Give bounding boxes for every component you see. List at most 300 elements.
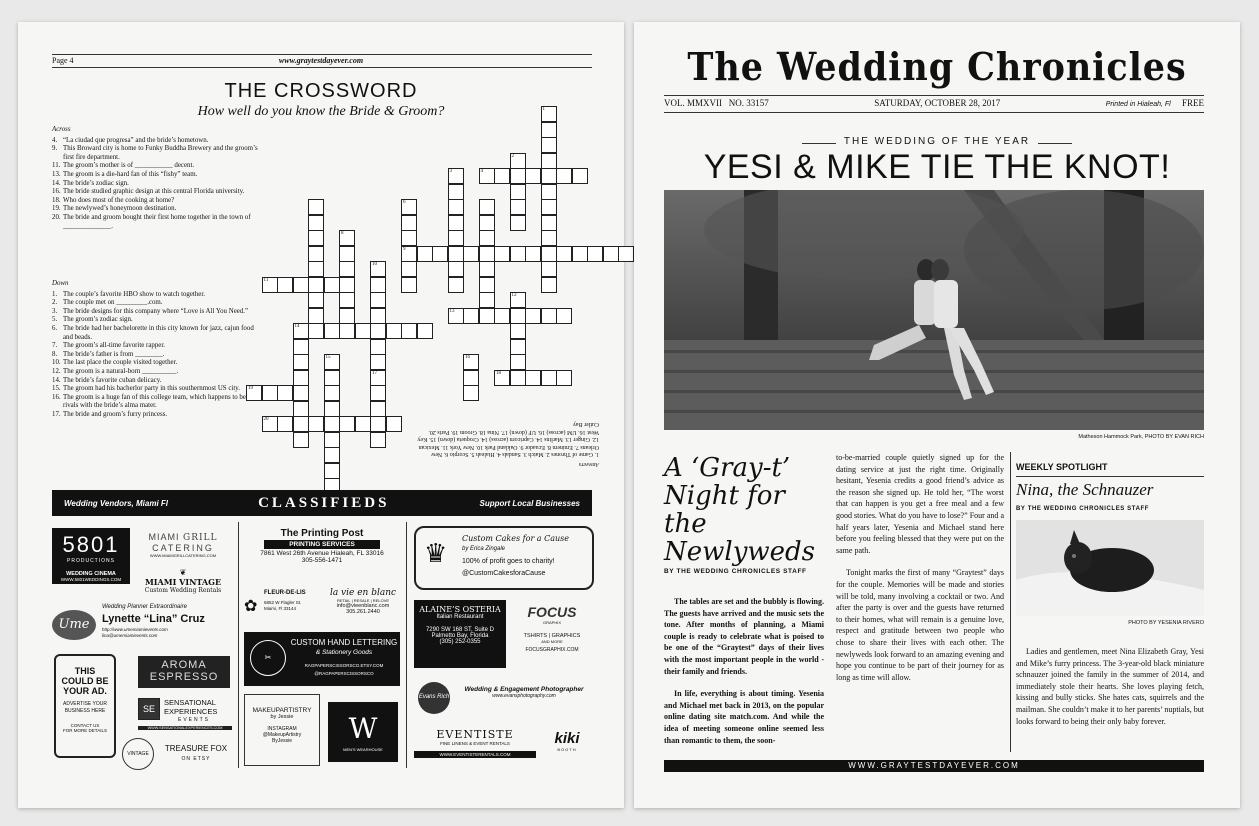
- crossword-cell[interactable]: [386, 323, 402, 339]
- crossword-cell[interactable]: [479, 199, 495, 215]
- issue-number: NO. 33157: [728, 98, 769, 108]
- crossword-cell[interactable]: [479, 230, 495, 246]
- crossword-cell[interactable]: [541, 215, 557, 231]
- edition-row: [664, 98, 1204, 108]
- crossword-cell[interactable]: [556, 308, 572, 324]
- kicker-rule-right: [1038, 143, 1072, 144]
- crossword-cell[interactable]: [479, 246, 495, 262]
- crossword-cell[interactable]: [448, 308, 464, 324]
- ad-ume-events[interactable]: [52, 604, 232, 648]
- crossword-cell[interactable]: [448, 184, 464, 200]
- crossword-cell[interactable]: [370, 416, 386, 432]
- crossword-cell[interactable]: [277, 385, 293, 401]
- site-url: www.graytestdayever.com: [278, 56, 364, 65]
- ad-eventiste[interactable]: [414, 726, 536, 766]
- crossword-cell[interactable]: [308, 261, 324, 277]
- ad-ao-line4: Palmetto Bay, Florida: [431, 633, 489, 639]
- crossword-cell[interactable]: [401, 199, 417, 215]
- clue-item: [52, 145, 262, 162]
- ad-tf-sub: ON ETSY: [181, 756, 211, 762]
- crossword-cell[interactable]: [324, 432, 340, 448]
- hero-photo: [664, 190, 1204, 430]
- crossword-cell[interactable]: [293, 339, 309, 355]
- crossword-cell[interactable]: [339, 308, 355, 324]
- ad-vb-title: la vie en blanc: [329, 588, 397, 598]
- crossword-cell[interactable]: [479, 261, 495, 277]
- crossword-cell[interactable]: [510, 153, 526, 169]
- photo-caption: Matheson Hammock Park, PHOTO BY EVAN RICH: [1078, 434, 1204, 440]
- crossword-cell[interactable]: [324, 447, 340, 463]
- clue-text: The groom is a die-hard fan of this “fishy” team.: [63, 170, 198, 178]
- crossword-cell[interactable]: [308, 246, 324, 262]
- cell-number: 18: [496, 370, 501, 376]
- crossword-cell[interactable]: [541, 308, 557, 324]
- crossword-cell[interactable]: [525, 246, 541, 262]
- spotlight-byline: BY THE WEDDING CHRONICLES STAFF: [1016, 506, 1150, 512]
- crossword-cell[interactable]: [370, 370, 386, 386]
- ad-ph-line6: FOR MORE DETAILS: [63, 728, 107, 733]
- clue-number: 13.: [52, 170, 61, 178]
- crossword-cell[interactable]: [494, 246, 510, 262]
- ad-ao-sub: Italian Restaurant: [436, 614, 484, 620]
- ad-vintage-seal: VINTAGE: [122, 738, 154, 770]
- clue-number: 18.: [52, 196, 61, 204]
- masthead-rule-bottom: [664, 112, 1204, 113]
- clue-text: The groom is a huge fan of this college team, which happens to be rivals with the bride’s alma mater.: [63, 393, 246, 410]
- clue-number: 5.: [52, 316, 58, 324]
- crossword-cell[interactable]: [417, 323, 433, 339]
- crossword-cell[interactable]: [572, 246, 588, 262]
- crossword-cell[interactable]: [463, 308, 479, 324]
- story-p2: In life, everything is about timing. Yesenia and Michael met back in 2013, on the popular online dating site match.com. And while the idea of meeting someone online seemed less than romantic to them, the soon-: [664, 689, 824, 745]
- crossword-cell[interactable]: [448, 215, 464, 231]
- ad-cc-line3: 100% of profit goes to charity!: [462, 558, 555, 565]
- ad-fl-title: FLEUR-DE-LIS: [264, 590, 306, 596]
- crossword-cell[interactable]: [308, 277, 324, 293]
- crossword-cell[interactable]: [494, 370, 510, 386]
- clue-item: [52, 351, 262, 360]
- cell-number: 11: [263, 277, 269, 283]
- issue-date: SATURDAY, OCTOBER 28, 2017: [874, 98, 1001, 108]
- crossword-cell[interactable]: [510, 215, 526, 231]
- ad-evans-rich[interactable]: [454, 686, 594, 708]
- ad-ume-email: lina@umemiamievents.com: [102, 633, 158, 638]
- crossword-title: THE CROSSWORD: [224, 80, 418, 102]
- cell-number: 16: [465, 355, 470, 360]
- crossword-cell[interactable]: [618, 246, 634, 262]
- ad-hl-handle: @RAGPAPERSCISSORSCO: [314, 671, 374, 676]
- crossword-cell[interactable]: [355, 416, 371, 432]
- down-clues: [52, 280, 262, 420]
- column-divider: [1010, 452, 1011, 752]
- crossword-cell[interactable]: [262, 277, 278, 293]
- ad-kk-sub: BOOTH: [557, 747, 577, 752]
- crossword-cell[interactable]: [510, 370, 526, 386]
- crossword-cell[interactable]: [541, 199, 557, 215]
- ad-aroma-espresso[interactable]: [138, 656, 230, 688]
- clue-text: The bride studied graphic design at this central Florida university.: [63, 188, 245, 196]
- crossword-cell[interactable]: [401, 277, 417, 293]
- ad-ph-line5: CONTACT US: [70, 723, 100, 728]
- crossword-cell[interactable]: [370, 339, 386, 355]
- spotlight-rule: [1016, 476, 1204, 477]
- ad-fg-url: FOCUSGRAPHIX.COM: [525, 647, 579, 653]
- crossword-cell[interactable]: [448, 277, 464, 293]
- crossword-cell[interactable]: [541, 370, 557, 386]
- crossword-cell[interactable]: [370, 401, 386, 417]
- crossword-cell[interactable]: [587, 246, 603, 262]
- crossword-cell[interactable]: [401, 323, 417, 339]
- ad-printing-post[interactable]: [244, 528, 400, 582]
- crossword-cell[interactable]: [541, 246, 557, 262]
- ad-mens-wearhouse[interactable]: [328, 702, 398, 762]
- ad-makeup-artistry[interactable]: [244, 694, 320, 766]
- cell-number: 9: [403, 246, 406, 252]
- ornament-icon: ❦: [179, 568, 187, 577]
- down-label: Down: [52, 280, 69, 287]
- ad-vb-line2: RETAIL | RESALE | RELOVE: [336, 598, 390, 603]
- dog-photo-image: [1016, 520, 1204, 616]
- crossword-cell[interactable]: [556, 246, 572, 262]
- crossword-cell[interactable]: [370, 308, 386, 324]
- ad-miami-grill[interactable]: [136, 522, 230, 562]
- ad-ao-title: ALAINE’S OSTERIA: [419, 605, 501, 614]
- spotlight-label: WEEKLY SPOTLIGHT: [1016, 462, 1108, 472]
- crossword-cell[interactable]: [246, 385, 262, 401]
- ad-evans-rich-logo: Evans Rich: [418, 682, 450, 714]
- crossword-cell[interactable]: [308, 199, 324, 215]
- ad-ev-title: EVENTISTE: [436, 728, 514, 741]
- ad-fg-line3: TSHIRTS | GRAPHICS: [523, 633, 581, 639]
- crossword-cell[interactable]: [293, 323, 309, 339]
- crossword-cell[interactable]: [339, 416, 355, 432]
- ad-fg-sub: GRAPHIX: [542, 620, 561, 625]
- clue-number: 3.: [52, 307, 58, 315]
- ad-miami-vintage[interactable]: [136, 568, 230, 598]
- crossword-cell[interactable]: [510, 184, 526, 200]
- ad-alaines-osteria[interactable]: [414, 600, 506, 668]
- crossword-cell[interactable]: [308, 416, 324, 432]
- crossword-cell[interactable]: [370, 292, 386, 308]
- crossword-cell[interactable]: [339, 246, 355, 262]
- crossword-cell[interactable]: [510, 308, 526, 324]
- crossword-cell[interactable]: [324, 323, 340, 339]
- ad-ma-title: MAKEUPARTISTRY: [252, 707, 312, 714]
- cake-icon: ♛: [424, 538, 448, 568]
- ad-fl-line3: Miami, Fl 33144: [264, 606, 297, 611]
- ad-ae-line1: AROMA: [161, 659, 207, 671]
- crossword-cell[interactable]: [324, 385, 340, 401]
- clue-item: [52, 162, 262, 171]
- ad-cc-handle: @CustomCakesforaCause: [462, 570, 546, 577]
- crossword-cell[interactable]: [417, 246, 433, 262]
- ad-fleur-de-lis[interactable]: [244, 588, 322, 628]
- ad-5801-small: PRODUCTIONS: [67, 558, 115, 564]
- ad-fg-title: FOCUS: [527, 604, 577, 620]
- ad-custom-cakes[interactable]: [414, 526, 594, 590]
- crossword-cell[interactable]: [556, 168, 572, 184]
- crossword-cell[interactable]: [401, 261, 417, 277]
- clue-text: The bride and groom’s furry princess.: [63, 410, 168, 418]
- ad-fl-line2: 6852 W Flagler St.: [264, 600, 302, 605]
- crossword-cell[interactable]: [339, 277, 355, 293]
- clue-number: 7.: [52, 342, 58, 350]
- answers-key: [414, 420, 599, 467]
- ad-vie-en-blanc[interactable]: [324, 588, 402, 628]
- crossword-cell[interactable]: [293, 277, 309, 293]
- clue-number: 20.: [52, 213, 61, 221]
- crossword-cell[interactable]: [293, 416, 309, 432]
- crossword-cell[interactable]: [401, 215, 417, 231]
- crossword-cell[interactable]: [324, 416, 340, 432]
- crossword-cell[interactable]: [463, 354, 479, 370]
- ad-placeholder[interactable]: [54, 654, 116, 758]
- story-p4: Tonight marks the first of many “Graytest” days for the couple. Memories will be made and stories will be told, many involving a cocktail or two. And after the party is over and the guests have returned to their homes, what will remain is a genuine love, respect and gratitude between two people who chose to share their lives with each other. The newlyweds look forward to an amazing evening and hope you continue to be part of their journey for as long as time will allow.: [836, 568, 1004, 682]
- ad-hl-title: CUSTOM HAND LETTERING: [290, 638, 398, 647]
- cell-number: 12: [511, 293, 517, 298]
- crossword-cell[interactable]: [386, 416, 402, 432]
- crossword-cell[interactable]: [541, 106, 557, 122]
- ad-treasure-fox[interactable]: [158, 744, 234, 772]
- crossword-cell[interactable]: [324, 401, 340, 417]
- clue-number: 16.: [52, 393, 61, 401]
- crossword-cell[interactable]: [277, 277, 293, 293]
- spotlight-title: Nina, the Schnauzer: [1016, 480, 1154, 499]
- classifieds-right: Support Local Businesses: [479, 498, 580, 508]
- ad-focus-graphix[interactable]: [512, 600, 592, 668]
- clue-text: The bride’s father is from ________.: [63, 350, 165, 358]
- classifieds-title: CLASSIFIEDS: [258, 494, 390, 511]
- crossword-cell[interactable]: [494, 308, 510, 324]
- crossword-cell[interactable]: [339, 292, 355, 308]
- clue-number: 8.: [52, 350, 58, 358]
- vol-number: VOL. MMXVII: [664, 98, 722, 108]
- ad-er-title: Wedding & Engagement Photographer: [464, 686, 584, 693]
- clue-text: The bride’s favorite cuban delicacy.: [63, 376, 162, 384]
- crossword-cell[interactable]: [525, 168, 541, 184]
- crossword-cell[interactable]: [293, 370, 309, 386]
- crossword-cell[interactable]: [262, 385, 278, 401]
- ad-kk-title: kiki: [554, 730, 580, 747]
- crossword-cell[interactable]: [324, 277, 340, 293]
- crossword-cell[interactable]: [541, 277, 557, 293]
- ad-divider: [238, 522, 239, 768]
- crossword-cell[interactable]: [262, 416, 278, 432]
- ad-ume-line1: Wedding Planner Extraordinaire: [102, 604, 187, 610]
- crossword-cell[interactable]: [401, 230, 417, 246]
- crossword-cell[interactable]: [479, 215, 495, 231]
- clue-item: [52, 188, 262, 197]
- crossword-cell[interactable]: [541, 153, 557, 169]
- crossword-cell[interactable]: [339, 230, 355, 246]
- answers-label: Answers: [578, 461, 599, 467]
- spotlight-text: Ladies and gentlemen, meet Nina Elizabeth Gray, Yesi and Mike’s furry princess. The 3-year-old black miniature schnauzer joined the family in the summer of 2014, and immediately stole their hearts. She loves playing fetch, kissing and bully sticks. She hates cats, squirrels and the mailman. She couldn’t make it to her parents’ nuptials, but looks forward to being their only baby forever.: [1016, 647, 1204, 726]
- clue-number: 14.: [52, 376, 61, 384]
- clue-number: 4.: [52, 136, 58, 144]
- crossword-cell[interactable]: [448, 199, 464, 215]
- crossword-cell[interactable]: [355, 323, 371, 339]
- crossword-cell[interactable]: [525, 308, 541, 324]
- crossword-cell[interactable]: [324, 370, 340, 386]
- crossword-cell[interactable]: [479, 277, 495, 293]
- ad-ma-sub: by Jessie: [270, 714, 294, 720]
- crossword-cell[interactable]: [603, 246, 619, 262]
- ad-mv-title: MIAMI VINTAGE: [144, 577, 222, 587]
- ad-pp-address: 7861 West 26th Avenue Hialeah, FL 33016: [260, 550, 384, 557]
- crossword-cell[interactable]: [510, 339, 526, 355]
- clue-text: The bride designs for this company where “Love is All You Need.”: [63, 307, 249, 315]
- crossword-cell[interactable]: [370, 432, 386, 448]
- ad-pp-band: PRINTING SERVICES: [264, 540, 380, 549]
- clue-text: “La ciudad que progresa” and the bride’s hometown.: [63, 136, 209, 144]
- story-byline: BY THE WEDDING CHRONICLES STAFF: [664, 568, 807, 575]
- crossword-cell[interactable]: [370, 323, 386, 339]
- crossword-cell[interactable]: [463, 370, 479, 386]
- ad-se-line3: EVENTS: [178, 717, 211, 723]
- clue-text: The groom had his bacherlor party in this southernmost US city.: [63, 385, 240, 393]
- crossword-cell[interactable]: [510, 354, 526, 370]
- cell-number: 10: [372, 262, 377, 267]
- clue-item: [52, 377, 262, 386]
- ad-pp-phone: 305-556-1471: [301, 557, 343, 564]
- cell-number: 4: [480, 169, 483, 174]
- classifieds-bar: [52, 490, 592, 516]
- crossword-cell[interactable]: [510, 199, 526, 215]
- clue-text: The groom is a natural-born __________.: [63, 367, 179, 375]
- clue-number: 11.: [52, 162, 61, 170]
- crossword-cell[interactable]: [448, 230, 464, 246]
- clue-number: 10.: [52, 359, 61, 367]
- clue-item: [52, 291, 262, 300]
- crossword-cell[interactable]: [293, 432, 309, 448]
- ad-ph-line2: COULD BE: [61, 676, 109, 686]
- ad-ae-line2: ESPRESSO: [149, 671, 219, 683]
- clue-item: [52, 325, 262, 342]
- crossword-cell[interactable]: [541, 261, 557, 277]
- crossword-cell[interactable]: [324, 463, 340, 479]
- crossword-cell[interactable]: [494, 168, 510, 184]
- crossword-cell[interactable]: [370, 277, 386, 293]
- ad-ph-line4: ADVERTISE YOUR BUSINESS HERE: [63, 701, 107, 714]
- crossword-cell[interactable]: [339, 261, 355, 277]
- ad-mg-catering: CATERING: [152, 543, 214, 553]
- ad-pp-title: The Printing Post: [280, 528, 364, 539]
- crossword-cell[interactable]: [293, 385, 309, 401]
- clue-text: The couple’s favorite HBO show to watch together.: [63, 290, 205, 298]
- clue-text: The bride’s zodiac sign.: [63, 179, 129, 187]
- cell-number: 20: [263, 417, 269, 422]
- crossword-cell[interactable]: [308, 292, 324, 308]
- crossword-cell[interactable]: [308, 308, 324, 324]
- masthead: The Wedding Chronicles: [687, 44, 1187, 89]
- story-p1: The tables are set and the bubbly is flowing. The guests have arrived and the music sets the tone. After months of planning, a Miami couple is ready to celebrate what is poised to be one of the “Graytest” days of their lives with the most important people in the world - their family and friends.: [664, 597, 824, 676]
- cell-number: 19: [248, 386, 253, 391]
- crossword-cell[interactable]: [308, 323, 324, 339]
- crossword-cell[interactable]: [463, 246, 479, 262]
- crossword-cell[interactable]: [308, 230, 324, 246]
- crossword-cell[interactable]: [479, 292, 495, 308]
- masthead-rule-top: [664, 95, 1204, 96]
- crossword-cell[interactable]: [401, 246, 417, 262]
- ad-mg-url: WWW.MIAMIGRILLCATERING.COM: [149, 553, 217, 558]
- clue-item: [52, 394, 262, 411]
- header-rule: [52, 67, 592, 68]
- crossword-cell[interactable]: [370, 261, 386, 277]
- crossword-cell[interactable]: [541, 137, 557, 153]
- crossword-cell[interactable]: [541, 184, 557, 200]
- crossword-cell[interactable]: [541, 168, 557, 184]
- ad-mg-grill: GRILL: [183, 533, 218, 543]
- crossword-cell[interactable]: [479, 168, 495, 184]
- clue-item: [52, 205, 262, 214]
- crossword-cell[interactable]: [510, 246, 526, 262]
- crossword-cell[interactable]: [432, 246, 448, 262]
- crossword-cell[interactable]: [556, 370, 572, 386]
- crossword-cell[interactable]: [448, 246, 464, 262]
- clue-item: [52, 342, 262, 351]
- headline: YESI & MIKE TIE THE KNOT!: [703, 148, 1171, 186]
- crossword-subtitle: How well do you know the Bride & Groom?: [197, 104, 445, 119]
- crossword-cell[interactable]: [339, 323, 355, 339]
- ad-hand-lettering[interactable]: [244, 632, 400, 686]
- ad-cc-by: by Erica Zingale: [462, 546, 506, 552]
- cell-number: 2: [511, 153, 514, 159]
- crossword-cell[interactable]: [572, 168, 588, 184]
- ad-fg-line4: AND MORE: [541, 639, 563, 644]
- crossword-cell[interactable]: [293, 354, 309, 370]
- ad-mv-sub: Custom Wedding Rentals: [144, 587, 222, 594]
- story-col-2: [836, 452, 1004, 752]
- crossword-cell[interactable]: [308, 215, 324, 231]
- crossword-cell[interactable]: [277, 416, 293, 432]
- crossword-cell[interactable]: [293, 401, 309, 417]
- ad-cc-title: Custom Cakes for a Cause: [462, 534, 569, 543]
- crossword-cell[interactable]: [510, 168, 526, 184]
- crossword-cell[interactable]: [324, 354, 340, 370]
- crossword-cell[interactable]: [510, 292, 526, 308]
- ad-5801-productions[interactable]: [52, 528, 130, 584]
- ad-ev-sub: FINE LINENS & EVENT RENTALS: [440, 741, 510, 746]
- clue-number: 6.: [52, 324, 58, 332]
- ad-er-url: www.evansphotography.com: [492, 693, 556, 699]
- crossword-cell[interactable]: [541, 230, 557, 246]
- ad-ma-line4: @MakeupArtistry: [262, 732, 302, 738]
- clue-item: [52, 411, 262, 420]
- footer-url-bar[interactable]: WWW.GRAYTESTDAYEVER.COM: [664, 760, 1204, 772]
- crossword-cell[interactable]: [448, 261, 464, 277]
- ad-se-line1: SENSATIONAL: [164, 698, 216, 707]
- ad-vb-line4: 305.261.2440: [346, 609, 380, 615]
- cell-number: 6: [403, 200, 406, 205]
- crossword-cell[interactable]: [463, 385, 479, 401]
- crossword-cell[interactable]: [370, 385, 386, 401]
- crossword-cell[interactable]: [541, 122, 557, 138]
- ad-sensational-experiences[interactable]: [138, 696, 232, 734]
- crossword-cell[interactable]: [479, 308, 495, 324]
- ad-hl-sub: & Stationery Goods: [315, 649, 373, 656]
- clue-number: 1.: [52, 290, 58, 298]
- ad-ao-line5: (305) 252-0355: [439, 639, 481, 645]
- crossword-cell[interactable]: [525, 370, 541, 386]
- cell-number: 8: [341, 231, 344, 236]
- ad-ume-name: Lynette “Lina” Cruz: [102, 613, 205, 625]
- clue-text: The groom’s all-time favorite rapper.: [63, 342, 165, 350]
- ad-kiki-booth[interactable]: [542, 730, 592, 766]
- crossword-cell[interactable]: [448, 168, 464, 184]
- story-title: A ‘Gray-t’ Night for the Newlyweds: [664, 453, 816, 567]
- crossword-cell[interactable]: [510, 323, 526, 339]
- crossword-cell[interactable]: [370, 354, 386, 370]
